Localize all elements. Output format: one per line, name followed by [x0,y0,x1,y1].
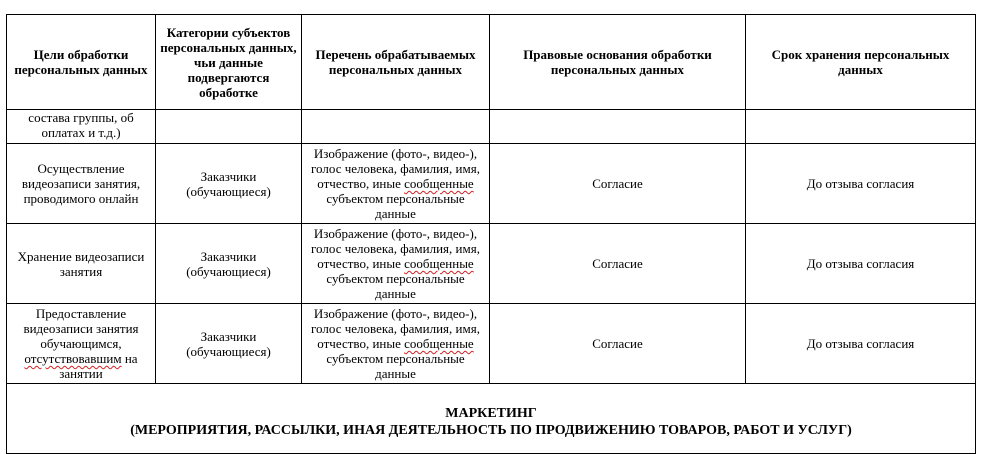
cell-category: Заказчики (обучающиеся) [156,144,302,224]
cell-category: Заказчики (обучающиеся) [156,224,302,304]
section-title: МАРКЕТИНГ [445,405,537,421]
cell-legal-basis: Согласие [490,304,746,384]
cell-data-list [302,144,490,224]
cell-retention-term: До отзыва согласия [746,144,976,224]
data-list-text: субъектом персональные данные [326,271,465,301]
cell-purpose: состава группы, об оплатах и т.д.) [7,110,156,144]
cell-purpose: Осуществление видеозаписи занятия, проводимого онлайн [7,144,156,224]
spellcheck-word: отсутствовавшим [24,351,122,366]
purpose-text: на занятии [59,351,138,381]
spellcheck-word: сообщенные [404,336,474,351]
cell-data-list [302,110,490,144]
cell-data-list [302,224,490,304]
table-row-continuation [7,110,976,144]
header-data-list: Перечень обрабатываемых персональных данных [302,15,490,110]
header-retention-term: Срок хранения персональных данных [746,15,976,110]
section-row-marketing [7,384,976,454]
data-list-text: субъектом персональные данные [326,191,465,221]
data-list-text: субъектом персональные данные [326,351,465,381]
header-purpose: Цели обработки персональных данных [7,15,156,110]
section-subtitle: (МЕРОПРИЯТИЯ, РАССЫЛКИ, ИНАЯ ДЕЯТЕЛЬНОСТЬ ПО ПРОДВИЖЕНИЮ ТОВАРОВ, РАБОТ И УСЛУГ) [130,422,852,438]
header-category: Категории субъектов персональных данных, чьи данные подвергаются обработке [156,15,302,110]
cell-category: Заказчики (обучающиеся) [156,304,302,384]
cell-legal-basis: Согласие [490,144,746,224]
cell-purpose [7,304,156,384]
cell-category [156,110,302,144]
table-row [7,224,976,304]
personal-data-table [6,14,976,454]
cell-data-list [302,304,490,384]
data-list-text: Изображение (фото-, видео-), голос человека, фамилия, имя, отчество, иные [311,306,480,351]
cell-purpose: Хранение видеозаписи занятия [7,224,156,304]
table-header-row [7,15,976,110]
spellcheck-word: сообщенные [404,176,474,191]
cell-retention-term: До отзыва согласия [746,304,976,384]
cell-retention-term: До отзыва согласия [746,224,976,304]
cell-retention-term [746,110,976,144]
purpose-text: Предоставление видеозаписи занятия обучающимся, [23,306,139,351]
table-row [7,304,976,384]
cell-legal-basis: Согласие [490,224,746,304]
table-row [7,144,976,224]
spellcheck-word: сообщенные [404,256,474,271]
data-list-text: Изображение (фото-, видео-), голос человека, фамилия, имя, отчество, иные [311,226,480,271]
cell-legal-basis [490,110,746,144]
header-legal-basis: Правовые основания обработки персональных данных [490,15,746,110]
section-heading [7,384,976,454]
data-list-text: Изображение (фото-, видео-), голос человека, фамилия, имя, отчество, иные [311,146,480,191]
